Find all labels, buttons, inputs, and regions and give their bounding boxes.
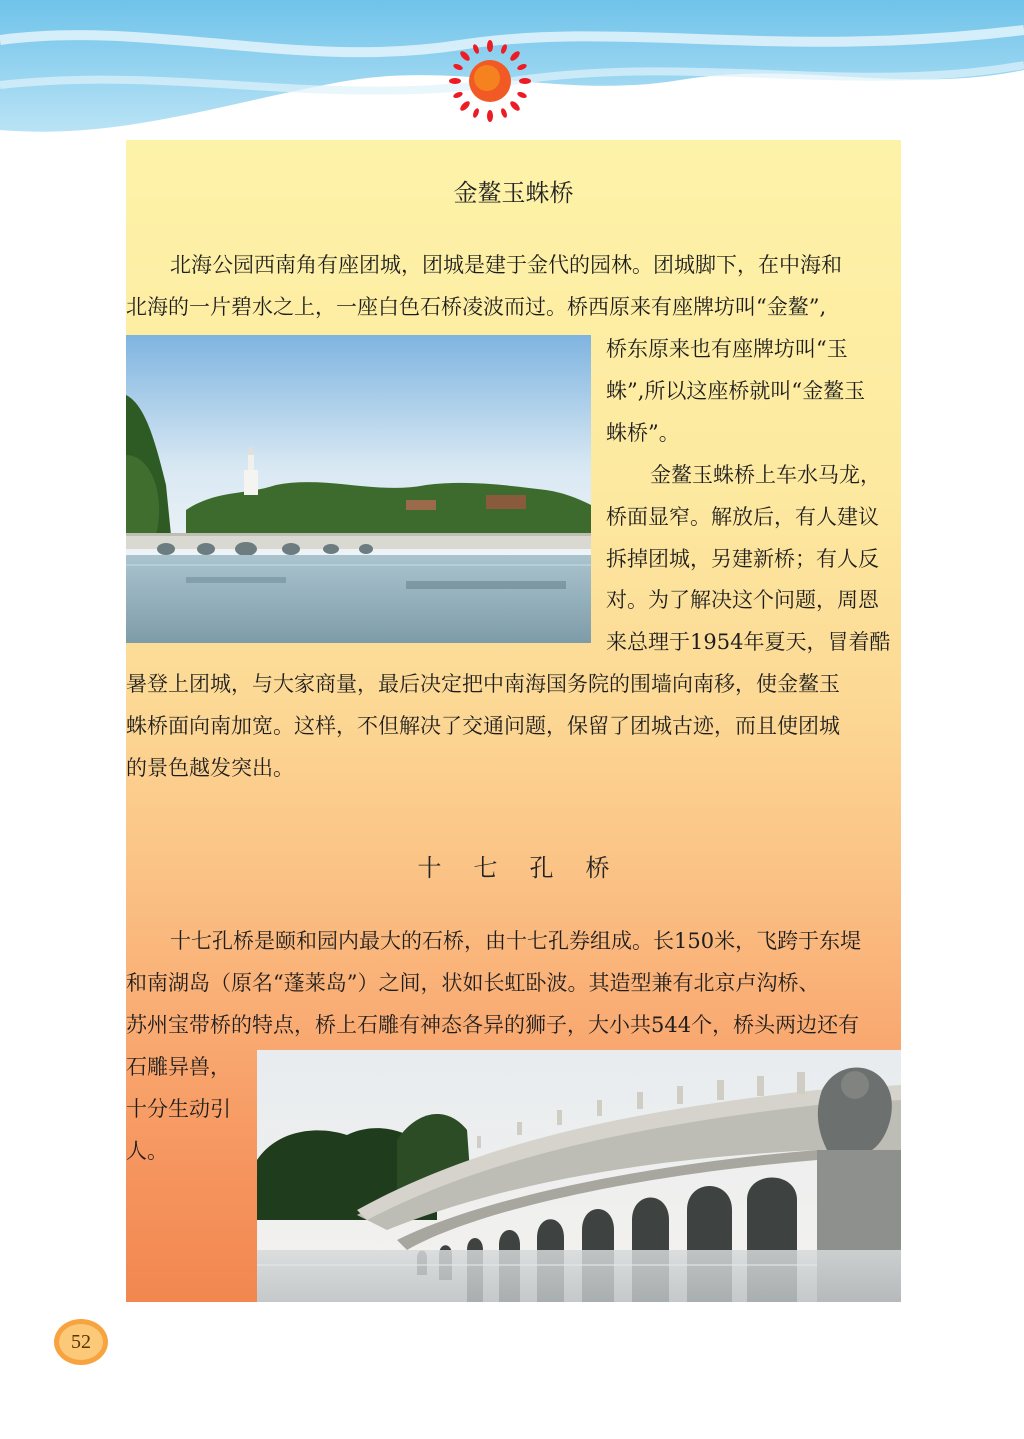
- paragraph-line: 的景色越发突出。: [126, 756, 294, 780]
- paragraph-line: 蛛桥面向南加宽。这样，不但解决了交通问题，保留了团城古迹，而且使团城: [126, 714, 840, 738]
- sun-icon: [445, 36, 535, 126]
- paragraph-line: 金鳌玉蛛桥上车水马龙，: [650, 463, 881, 487]
- paragraph-line: 蛛”,所以这座桥就叫“金鳌玉: [606, 379, 866, 403]
- beihai-bridge-photo: [126, 335, 591, 643]
- paragraph-line: 十分生动引: [126, 1097, 231, 1121]
- page-number-badge: [53, 1318, 109, 1366]
- paragraph-line: 拆掉团城，另建新桥；有人反: [606, 547, 879, 571]
- paragraph-line: 暑登上团城，与大家商量，最后决定把中南海国务院的围墙向南移，使金鳌玉: [126, 672, 840, 696]
- paragraph-line: 北海的一片碧水之上，一座白色石桥凌波而过。桥西原来有座牌坊叫“金鳌”,: [126, 295, 827, 319]
- paragraph-line: 苏州宝带桥的特点，桥上石雕有神态各异的狮子，大小共544个，桥头两边还有: [126, 1013, 860, 1037]
- paragraph-line: 和南湖岛（原名“蓬莱岛”）之间，状如长虹卧波。其造型兼有北京卢沟桥、: [126, 971, 820, 995]
- paragraph-line: 人。: [126, 1139, 168, 1163]
- paragraph-line: 对。为了解决这个问题，周恩: [606, 588, 879, 612]
- paragraph-line: 来总理于1954年夏天，冒着酷: [606, 630, 891, 654]
- section-title-jinao-bridge: 金鳌玉蛛桥: [453, 179, 574, 207]
- paragraph-line: 桥面显窄。解放后，有人建议: [606, 505, 879, 529]
- page-number: 52: [71, 1331, 91, 1353]
- seventeen-arch-bridge-photo: [257, 1050, 901, 1302]
- paragraph-line: 十七孔桥是颐和园内最大的石桥，由十七孔券组成。长150米，飞跨于东堤: [170, 929, 862, 953]
- paragraph-line: 北海公园西南角有座团城，团城是建于金代的园林。团城脚下，在中海和: [170, 253, 842, 277]
- paragraph-line: 桥东原来也有座牌坊叫“玉: [606, 337, 848, 361]
- section-title-seventeen-arch-bridge: 十七孔桥: [417, 854, 642, 882]
- paragraph-line: 蛛桥”。: [606, 421, 680, 445]
- paragraph-line: 石雕异兽，: [126, 1055, 231, 1079]
